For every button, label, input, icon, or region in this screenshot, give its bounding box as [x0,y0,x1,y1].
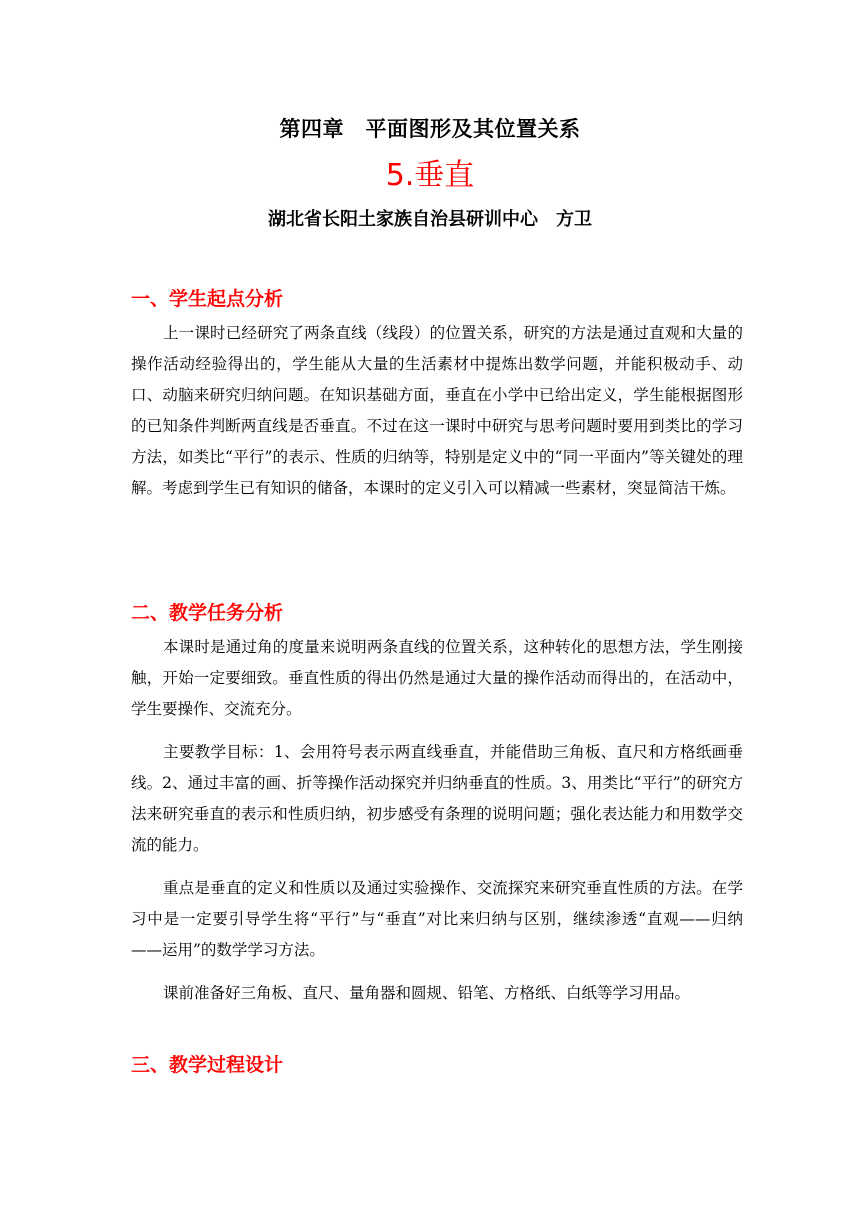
section-2-paragraph-2: 主要教学目标：1、会用符号表示两直线垂直，并能借助三角板、直尺和方格纸画垂线。2、通过丰富的画、折等操作活动探究并归纳垂直的性质。3、用类比“平行”的研究方法来研究垂直的表示和性质归纳，初步感受有条理的说明问题；强化表达能力和用数学交流的能力。 [131,743,743,854]
lesson-title: 5.垂直 [385,158,475,193]
section-2-paragraph-3: 重点是垂直的定义和性质以及通过实验操作、交流探究来研究垂直性质的方法。在学习中是一定要引导学生将“平行”与“垂直”对比来归纳与区别，继续渗透“直观——归纳——运用”的数学学习方法。 [131,879,743,959]
author-line: 湖北省长阳土家族自治县研训中心 方卫 [268,209,592,230]
section-heading-1: 一、学生起点分析 [131,288,284,310]
section-2-paragraph-1: 本课时是通过角的度量来说明两条直线的位置关系，这种转化的思想方法，学生刚接触，开始一定要细致。垂直性质的得出仍然是通过大量的操作活动而得出的，在活动中，学生要操作、交流充分。 [131,638,743,718]
section-1-paragraph-1: 上一课时已经研究了两条直线（线段）的位置关系，研究的方法是通过直观和大量的操作活动经验得出的，学生能从大量的生活素材中提炼出数学问题，并能积极动手、动口、动脑来研究归纳问题。在知识基础方面，垂直在小学中已给出定义，学生能根据图形的已知条件判断两直线是否垂直。不过在这一课时中研究与思考问题时要用到类比的学习方法，如类比“平行”的表示、性质的归纳等，特别是定义中的“同一平面内”等关键处的理解。考虑到学生已有知识的储备，本课时的定义引入可以精减一些素材，突显简洁干炼。 [131,324,743,497]
chapter-title: 第四章 平面图形及其位置关系 [279,117,581,141]
section-heading-3: 三、教学过程设计 [131,1054,284,1076]
section-2-paragraph-4: 课前准备好三角板、直尺、量角器和圆规、铅笔、方格纸、白纸等学习用品。 [163,984,691,1002]
section-heading-2: 二、教学任务分析 [131,602,284,624]
